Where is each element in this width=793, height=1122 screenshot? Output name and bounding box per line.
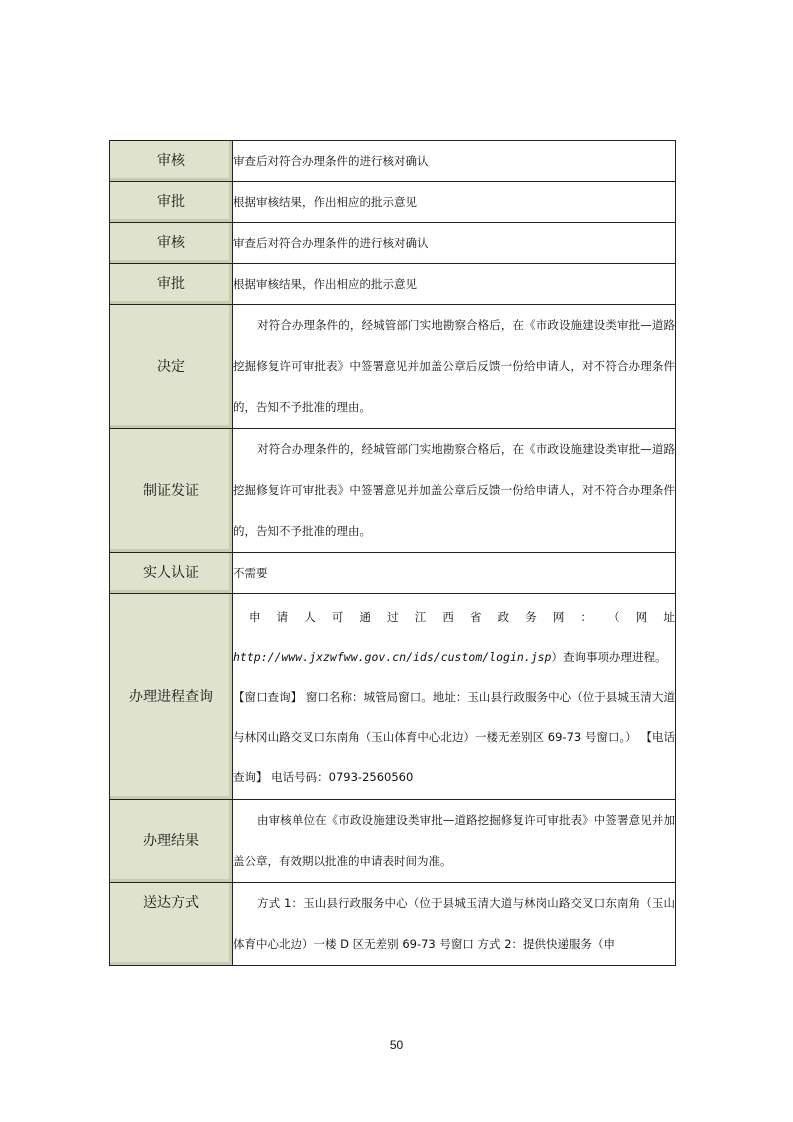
query-intro-char: （ [608, 609, 620, 624]
row-content: 审查后对符合办理条件的进行核对确认 [233, 223, 676, 264]
table-row [110, 883, 676, 966]
row-content: 审查后对符合办理条件的进行核对确认 [233, 141, 676, 182]
query-intro-char: 通 [359, 609, 371, 624]
query-intro-char: 务 [525, 609, 537, 624]
row-label: 审核 [110, 141, 233, 182]
page-number: 50 [389, 1038, 404, 1052]
service-info-table [109, 140, 676, 966]
query-intro-char: 址 [663, 609, 675, 624]
query-intro-char: 江 [414, 609, 427, 624]
row-content: 对符合办理条件的，经城管部门实地勘察合格后，在《市政设施建设类审批—道路挖掘修复许可审批表》中签署意见并加盖公章后反馈一份给申请人，对不符合办理条件的，告知不予批准的理由。 [233, 429, 676, 553]
table-row [110, 553, 676, 594]
query-intro-char: 请 [276, 609, 289, 624]
table-row [110, 305, 676, 429]
row-content: 根据审核结果，作出相应的批示意见 [233, 182, 676, 223]
query-intro-char: 网 [635, 609, 648, 624]
table-row [110, 223, 676, 264]
row-label: 制证发证 [110, 429, 233, 553]
query-intro-char: 西 [442, 609, 454, 624]
row-content: 不需要 [233, 553, 676, 594]
row-label: 送达方式 [110, 883, 233, 966]
row-label: 办理结果 [110, 800, 233, 883]
table-row [110, 182, 676, 223]
query-url-link[interactable]: http://www.jxzwfww.gov.cn/ids/custom/login.jsp [233, 649, 552, 664]
query-url-line: http://www.jxzwfww.gov.cn/ids/custom/login.jsp）查询事项办理进程。 [233, 649, 667, 664]
row-content: 由审核单位在《市政设施建设类审批—道路挖掘修复许可审批表》中签署意见并加盖公章，有效期以批准的申请表时间为准。 [233, 800, 676, 883]
query-intro-char: 过 [387, 609, 399, 624]
table-row [110, 429, 676, 553]
query-intro-char: 省 [470, 609, 482, 624]
query-details: 【窗口查询】 窗口名称：城管局窗口。地址：玉山县行政服务中心（位于县城玉清大道与林冈山路交叉口东南角（玉山体育中心北边）一楼无差别区 69-73 号窗口。） 【电话查询】 电话号码：0793-2560560 [233, 689, 675, 784]
table-row [110, 264, 676, 305]
row-content: 方式 1：玉山县行政服务中心（位于县城玉清大道与林岗山路交叉口东南角（玉山体育中心北边）一楼 D 区无差别 69-73 号窗口 方式 2：提供快递服务（申 [233, 883, 676, 966]
row-content: 根据审核结果，作出相应的批示意见 [233, 264, 676, 305]
table-row [110, 594, 676, 800]
query-intro-char: 申 [249, 609, 261, 624]
query-intro-char: 可 [331, 609, 344, 624]
row-content: 对符合办理条件的，经城管部门实地勘察合格后，在《市政设施建设类审批—道路挖掘修复许可审批表》中签署意见并加盖公章后反馈一份给申请人，对不符合办理条件的，告知不予批准的理由。 [233, 305, 676, 429]
row-label: 办理进程查询 [110, 594, 233, 800]
query-intro-line [233, 597, 675, 637]
query-intro-char: 政 [497, 609, 510, 624]
row-label: 决定 [110, 305, 233, 429]
row-label: 审核 [110, 223, 233, 264]
table-row [110, 800, 676, 883]
row-label: 实人认证 [110, 553, 233, 594]
query-intro-char: ： [580, 609, 592, 624]
row-content [233, 594, 676, 800]
query-intro-char: 网 [552, 609, 565, 624]
table-row [110, 141, 676, 182]
row-label: 审批 [110, 264, 233, 305]
query-intro-char: 人 [304, 609, 316, 624]
row-label: 审批 [110, 182, 233, 223]
